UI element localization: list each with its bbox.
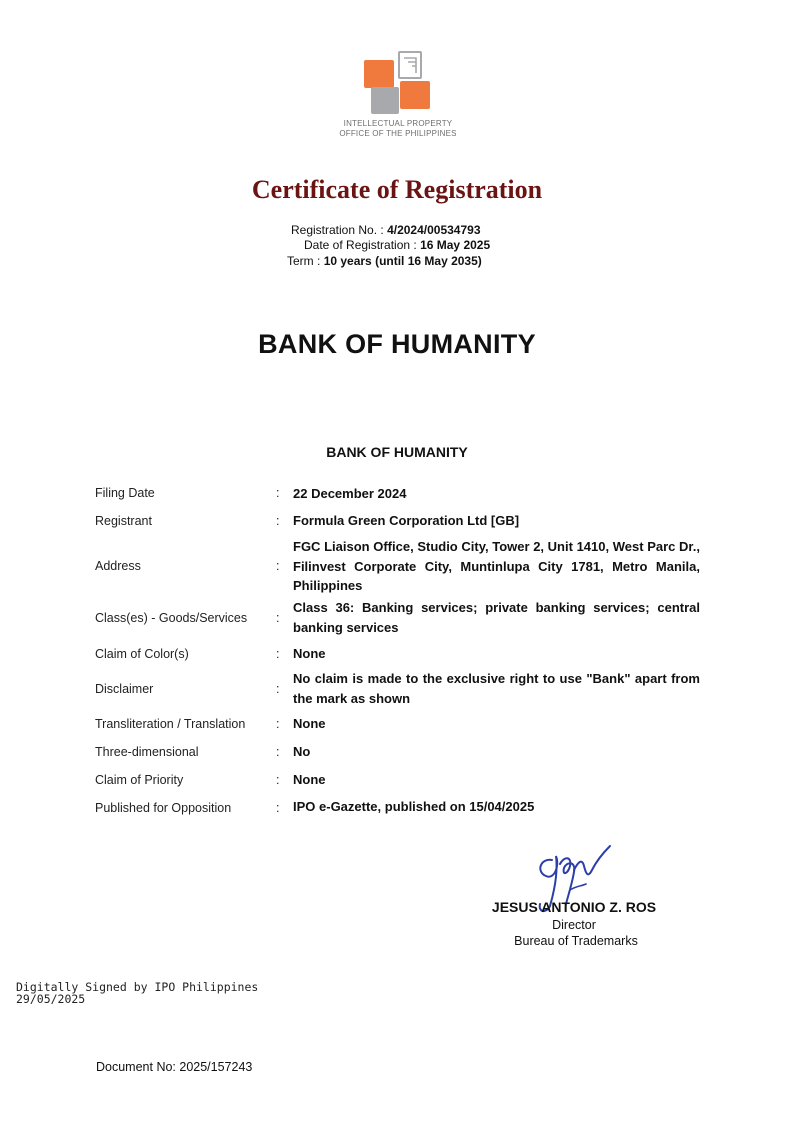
detail-colon: : [276, 514, 280, 528]
detail-colon: : [276, 745, 280, 759]
registration-term [287, 253, 482, 269]
detail-value: None [293, 646, 326, 661]
detail-label: Disclaimer [95, 682, 154, 696]
detail-colon: : [276, 486, 280, 500]
detail-label: Registrant [95, 514, 152, 528]
signer-title: Director [552, 918, 596, 932]
digital-signature-note [16, 981, 258, 1005]
registration-term-value: 10 years (until 16 May 2035) [323, 254, 482, 268]
detail-colon: : [276, 682, 280, 696]
logo-line-2: OFFICE OF THE PHILIPPINES [339, 129, 457, 138]
detail-label: Claim of Color(s) [95, 647, 189, 661]
detail-label: Class(es) - Goods/Services [95, 611, 248, 625]
detail-value: None [293, 716, 326, 731]
detail-value: Class 36: Banking services; private banking services; central banking services [293, 600, 700, 635]
document-number: Document No: 2025/157243 [96, 1060, 253, 1074]
detail-label: Three-dimensional [95, 745, 199, 759]
detail-value: Formula Green Corporation Ltd [GB] [293, 513, 520, 528]
signer-department: Bureau of Trademarks [514, 934, 638, 948]
digital-signature-line-2: 29/05/2025 [16, 992, 86, 1006]
registration-number-label: Registration No. : [291, 223, 384, 237]
registration-date [304, 237, 490, 253]
digital-signature-line-1: Digitally Signed by IPO Philippines [16, 980, 259, 994]
ipophl-logo-icon [358, 48, 438, 118]
detail-value: FGC Liaison Office, Studio City, Tower 2, Unit 1410, West Parc Dr., Filinvest Corporate City, Muntinlupa City 1781, Metro Manila, Philippines [293, 539, 700, 593]
registration-term-label: Term : [287, 254, 321, 268]
signer-name: JESUS ANTONIO Z. ROS [491, 899, 657, 915]
detail-label: Claim of Priority [95, 773, 184, 787]
detail-colon: : [276, 559, 280, 573]
detail-value: None [293, 772, 326, 787]
detail-colon: : [276, 801, 280, 815]
ipophl-logo-text [320, 119, 476, 139]
registration-number-value: 4/2024/00534793 [387, 223, 481, 237]
mark-name-small: BANK OF HUMANITY [326, 444, 468, 460]
mark-name-large: BANK OF HUMANITY [258, 329, 536, 359]
detail-colon: : [276, 773, 280, 787]
detail-value: No claim is made to the exclusive right to use "Bank" apart from the mark as shown [293, 671, 700, 706]
detail-label: Transliteration / Translation [95, 717, 246, 731]
detail-label: Filing Date [95, 486, 155, 500]
detail-label: Published for Opposition [95, 801, 232, 815]
registration-date-label: Date of Registration : [304, 238, 417, 252]
detail-value: No [293, 744, 311, 759]
detail-colon: : [276, 611, 280, 625]
detail-value: 22 December 2024 [293, 486, 407, 501]
detail-colon: : [276, 717, 280, 731]
registration-date-value: 16 May 2025 [420, 238, 491, 252]
detail-value: IPO e-Gazette, published on 15/04/2025 [293, 799, 535, 814]
detail-label: Address [95, 559, 141, 573]
registration-number [291, 222, 481, 238]
detail-colon: : [276, 647, 280, 661]
certificate-title: Certificate of Registration [251, 175, 543, 204]
logo-line-1: INTELLECTUAL PROPERTY [343, 119, 453, 128]
